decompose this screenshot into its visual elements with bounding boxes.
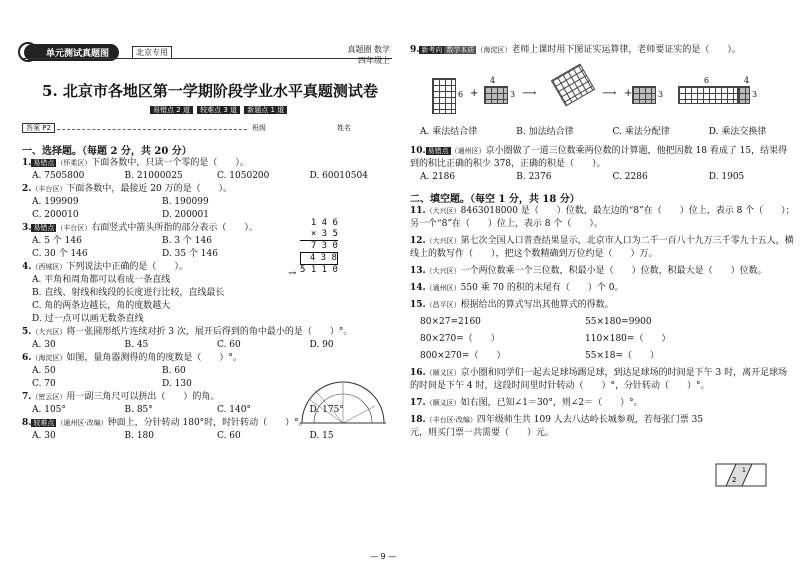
question-3: 3. 易错点 （丰台区）右面竖式中箭头所指的部分表示（ ）。: [22, 223, 258, 233]
q10-options: A. 2186 B. 2376 C. 2286 D. 1905: [420, 172, 745, 182]
svg-text:2: 2: [732, 476, 737, 484]
page-title: 5. 北京市各地区第一学期阶段学业水平真题测试卷: [42, 82, 378, 100]
question-10: 10. 易错点 （通州区）京小圈做了一道三位数乘两位数的计算题，他把因数 18 看成了 15，结果得到的积比正确的积少 378，正确的积是（ ）。: [410, 146, 788, 169]
question-2: 2.（丰台区）下面各数中，最接近 20 万的是（ ）。: [22, 184, 233, 194]
question-15: 15.（昌平区）根据给出的算式写出其他算式的得数。: [410, 300, 614, 310]
vertical-calculation: 1 4 6 × 3 5 7 3 0 4 3 8 5 1 1 0: [300, 218, 338, 275]
protractor-figure: [300, 380, 386, 424]
difficulty-row: 易错点 2 道 较难点 3 道 新题点 1 道: [150, 105, 289, 115]
q1-options: A. 7505800 B. 21000025 C. 1050200 D. 60010504: [32, 171, 368, 181]
section-1-heading: 一、选择题。（每题 2 分，共 20 分）: [22, 146, 192, 157]
question-14: 14.（通州区）550 乘 70 的积的末尾有（ ）个 0。: [410, 283, 624, 293]
right-column: [410, 44, 795, 57]
q6-options: A. 50 B. 60: [32, 366, 186, 376]
grid-4x3: [484, 86, 508, 104]
angle-figure: [712, 460, 772, 490]
question-1: 1. 易错点 （怀柔区）下面各数中，只读一个零的是（ ）。: [22, 158, 249, 168]
question-9: 9. 新考向 数学本质 （海淀区）老师上课时用下图证实运算律，老师要证实的是（ ）。: [410, 45, 741, 55]
q5-options: A. 30 B. 45 C. 60 D. 90: [32, 340, 334, 350]
q15-equations: 80×27=2160 55×180=9900: [420, 317, 652, 327]
arrow-icon: →: [288, 268, 297, 279]
right-column-lower: A. 乘法结合律 B. 加法结合律 C. 乘法分配律 D. 乘法交换律 10. 易错点 （通州区）京小圈做了一道三位数乘两位数的计算题，他把因数 18 看成了 15，结果得到的积比正确的积少 378，正确的积是（ ）。 A. 2186 B. 2376 C. 2286 D. 1905 二、填空题。（每空 1 分，共 18 分） 11.（大兴区）8463018000 是（ ）位数，最左边的“8”在（ ）位上，表示 8 个（ ）；另一个“8”在（ ）位上，表示 8 个（ ）。 12.（大兴区）第七次全国人口普查结果显示，北京市人口为二千一百八十九万三千零九十五人，横线上的数写作（ ），把这个数精确到万位约是（ ）万。 13.（大兴区）一个两位数乘一个三位数，积最小是（ ）位数，积最大是（ ）位数。 14.（通州区）550 乘 70 的积的末尾有（ ）个 0。 15.（昌平区）根据给出的算式写出其他算式的得数。 80×27=2160 55×180=9900 80×270=（ ） 110×180=（ ） 800×270=（ ） 55×18=（ ） 16.（顺义区）京小圈和同学们一起去足球场踢足球，到达足球场的时间是下午 3 时，离开足球场的时间是下午 4 时，这段时间里时针转动（ ）°，分针转动（ ）°。 17.（顺义区）如右图，已知∠1＝30°，则∠2＝（ ）°。 18.（丰台区·改编）四年级师生共 109 人去八达岭长城参观，若每张门票 35 元，则买门票一共需要（ ）元。: [410, 127, 795, 438]
answer-row: 答案 P2 班级 姓名: [22, 123, 392, 133]
header-badge: 单元测试真题图: [24, 44, 119, 61]
question-11: 11.（大兴区）8463018000 是（ ）位数，最左边的“8”在（ ）位上，表示 8 个（ ）；另一个“8”在（ ）位上，表示 8 个（ ）。: [410, 206, 795, 229]
question-12: 12.（大兴区）第七次全国人口普查结果显示，北京市人口为二千一百八十九万三千零九十五人，横线上的数写作（ ），把这个数精确到万位约是（ ）万。: [410, 236, 794, 259]
grid-rotated: [551, 64, 595, 107]
question-16: 16.（顺义区）京小圈和同学们一起去足球场踢足球，到达足球场的时间是下午 3 时，离开足球场的时间是下午 4 时，这段时间里时针转动（ ）°，分针转动（ ）°。: [410, 368, 788, 391]
question-17: 17.（顺义区）如右图，已知∠1＝30°，则∠2＝（ ）°。: [410, 398, 643, 408]
question-13: 13.（大兴区）一个两位数乘一个三位数，积最小是（ ）位数，积最大是（ ）位数。: [410, 266, 767, 276]
q7-options: A. 105° B. 85° C. 140° D. 175°: [32, 405, 344, 415]
q8-options: A. 30 B. 180 C. 60 D. 15: [32, 431, 334, 441]
svg-text:1: 1: [742, 467, 746, 474]
q9-options: A. 乘法结合律 B. 加法结合律 C. 乘法分配律 D. 乘法交换律: [420, 127, 767, 137]
question-5: 5.（大兴区）将一张圆形纸片连续对折 3 次，展开后得到的角中最小的是（ ）°。: [22, 327, 353, 337]
grid-6x4: [432, 78, 456, 114]
question-4: 4.（西城区）下列说法中正确的是（ ）。: [22, 262, 188, 272]
page-number: — 9 —: [370, 552, 397, 561]
q3-options: A. 5 个 146 B. 3 个 146: [32, 236, 212, 246]
q2-options: A. 199909 B. 190099: [32, 197, 209, 207]
question-6: 6.（海淀区）如图，量角器测得的角的度数是（ ）°。: [22, 353, 242, 363]
section-2-heading: 二、填空题。（每空 1 分，共 18 分）: [410, 194, 580, 205]
left-column: 一、选择题。（每题 2 分，共 20 分） 1. 易错点 （怀柔区）下面各数中，只读一个零的是（ ）。 A. 7505800 B. 21000025 C. 1050200 D. 60010504 2.（丰台区）下面各数中，最接近 20 万的是（ ）。 A. 199909 B. 190099 C. 200010 D. 200001 3. 易错点 （丰台区）右面竖式中箭头所指的部分表示（ ）。 A. 5 个 146 B. 3 个 146 C. 30 个 146 D. 35 个 146 4.（西城区）下列说法中正确的是（ ）。 A. 平角和周角都可以看成一条直线 B. 直线、射线和线段的长度进行比较，直线最长 C. 角的两条边越长，角的度数越大 D. 过一点可以画无数条直线 5.（大兴区）将一张圆形纸片连续对折 3 次，展开后得到的角中最小的是（ ）°。 A. 30 B. 45 C. 60 D. 90 6.（海淀区）如图，量角器测得的角的度数是（ ）°。 A. 50 B. 60 C. 70 D. 130 7.（密云区）用一副三角尺可以拼出（ ）的角。 A. 105° B. 85° C. 140° D. 175° 8. 较难点 （通州区·改编）钟面上，分针转动 180°时，时针转动（ ）°。 A. 30 B. 180 C. 60 D. 15: [22, 142, 392, 443]
question-8: 8. 较难点 （通州区·改编）钟面上，分针转动 180°时，时针转动（ ）°。: [22, 418, 308, 428]
question-7: 7.（密云区）用一副三角尺可以拼出（ ）的角。: [22, 392, 220, 402]
header-right: 真题圈 数学 四年级上: [347, 45, 390, 65]
exam-page: 单元测试真题图 北京专用 真题圈 数学 四年级上 5. 北京市各地区第一学期阶段学业水平真题测试卷 易错点 2 道 较难点 3 道 新题点 1 道 答案 P2 班级 姓名 一、选择题。（每题 2 分，共 20 分） 1. 易错点 （怀柔区）下面各数中，只读一个零的是（ ）。 A. 7505800 B. 21000025 C. 1050200 D. 60010504 2.（丰台区）下面各数中，最接近 20 万的是（ ）。 A. 199909 B. 190099 C. 200010 D. 200001 3. 易错点 （丰台区）右面竖式中箭头所指的部分表示（ ）。 A. 5 个 146 B. 3 个 146 C. 30 个 146 D. 35 个 146 4.（西城区）下列说法中正确的是（ ）。 A. 平角和周角都可以看成一条直线 B. 直线、射线和线段的长度进行比较，直线最长 C. 角的两条边越长，角的度数越大 D. 过一点可以画无数条直线 5.（大兴区）将一张圆形纸片连续对折 3 次，展开后得到的角中最小的是（ ）°。 A. 30 B. 45 C. 60 D. 90 6.（海淀区）如图，量角器测得的角的度数是（ ）°。 A. 50 B. 60 C. 70 D. 130 7.（密云区）用一副三角尺可以拼出（ ）的角。 A. 105° B. 85° C. 140° D. 175° 8. 较难点 （通州区·改编）钟面上，分针转动 180°时，时针转动（ ）°。 A. 30 B. 180 C. 60 D. 15 1 4 6 × 3 5 7 3 0 4 3 8 5 1 1 0 → 9. 新考向 数学本质 （海淀区）老师上课时用下图证实运算律，老师要证实的是（ ）。 6 + 4 3 ⟶ ⟶ + 3 6 4 3 A. 乘法结合律 B. 加法结合律 C. 乘法分配律 D. 乘法交换律 10. 易错点 （通州区）京小圈做了一道三位数乘两位数的计算题，他把因数 18 看成了 15，结果得到的积比正确的积少 378，正确的积是（ ）。 A. 2186 B. 2376 C. 2286 D. 1905 二、填空题。（每空 1 分，共 18 分） 11.（大兴区）8463018000 是（ ）位数，最左边的“8”在（ ）位上，表示 8 个（ ）；另一个“8”在（ ）位上，表示 8 个（ ）。 12.（大兴区）第七次全国人口普查结果显示，北京市人口为二千一百八十九万三千零九十五人，横线上的数写作（ ），把这个数精确到万位约是（ ）万。 13.（大兴区）一个两位数乘一个三位数，积最小是（ ）位数，积最大是（ ）位数。 14.（通州区）550 乘 70 的积的末尾有（ ）个 0。 15.（昌平区）根据给出的算式写出其他算式的得数。 80×27=2160 55×180=9900 80×270=（ ） 110×180=（ ） 800×270=（ ） 55×18=（ ） 16.（顺义区）京小圈和同学们一起去足球场踢足球，到达足球场的时间是下午 3 时，离开足球场的时间是下午 4 时，这段时间里时针转动（ ）°，分针转动（ ）°。 17.（顺义区）如右图，已知∠1＝30°，则∠2＝（ ）°。 18.（丰台区·改编）四年级师生共 109 人去八达岭长城参观，若每张门票 35 元，则买门票一共需要（ ）元。 2 1 — 9 —: [0, 0, 800, 565]
region-label: 北京专用: [132, 46, 172, 59]
question-18: 18.（丰台区·改编）四年级师生共 109 人去八达岭长城参观，若每张门票 35 元，则买门票一共需要（ ）元。: [410, 415, 704, 438]
